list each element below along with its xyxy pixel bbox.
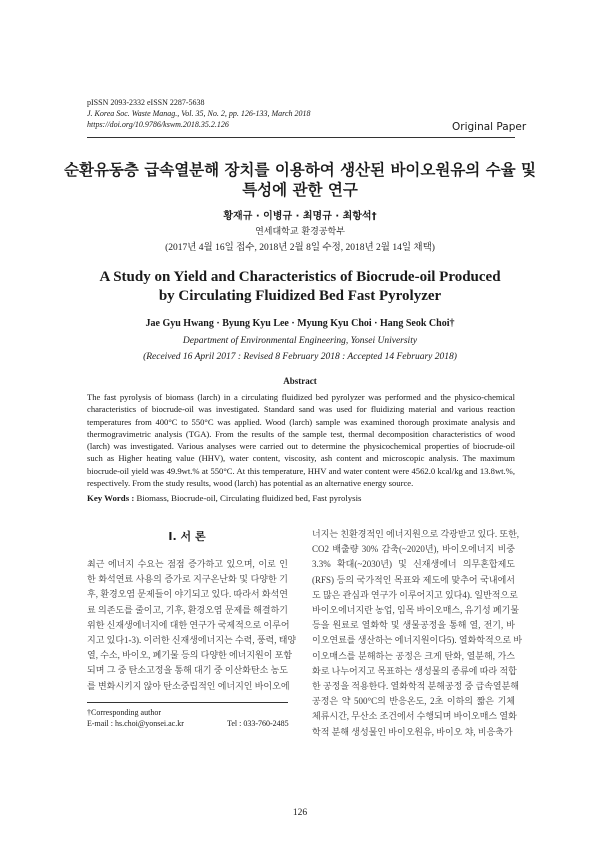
keywords [87,493,361,503]
footnote-divider [87,702,288,703]
english-affiliation: Department of Environmental Engineering, Yonsei University [182,336,418,346]
korean-title-line: 순환유동층 급속열분해 장치를 이용하여 생산된 바이오원유의 수율 및 [64,161,536,179]
abstract-heading: Abstract [283,376,317,386]
body-line: (RFS) 등의 국가적인 목표와 제도에 맞추어 국내에서 [312,574,515,585]
body-line: 한 화석연료 사용의 증가로 지구온난화 및 다양한 기 [87,574,288,585]
abstract-line: biocrude-oil yield was 49.9wt.% at 550°C. At this temperature, HHV and water content were 4562.0 kcal/kg and 13.8wt.%, [87,465,515,476]
body-line: 너지는 친환경적인 에너지원으로 각광받고 있다. 또한, [312,529,520,539]
left-column-text [87,557,297,694]
body-line: 등을 원료로 열화학 및 생물공정을 통해 열, 전기, 바 [312,620,515,631]
english-title-line: by Circulating Fluidized Bed Fast Pyrolyzer [158,288,442,304]
english-authors: Jae Gyu Hwang · Byung Kyu Lee · Myung Kyu Choi · Hang Seok Choi† [145,318,455,329]
body-line: 이오연료를 생산하는 에너지원이다5). 열화학적으로 바 [312,635,523,646]
article-type-label: Original Paper [452,121,527,133]
body-line: 학적 분해 생성물인 바이오원유, 바이오 챠, 비응축가 [312,726,513,737]
english-title [60,268,540,306]
korean-dates: (2017년 4월 16일 접수, 2018년 2월 8일 수정, 2018년 2월 14일 채택) [165,243,435,253]
body-line: 화로 나누어지고 목표하는 생성물의 종류에 따라 적합 [312,665,517,676]
body-line: 체류시간, 무산소 조건에서 수행되며 바이오매스 열화 [312,711,517,722]
body-line: 공정은 약 500°C의 반응온도, 2초 이하의 짧은 기체 [312,696,515,707]
page-number: 126 [292,808,308,818]
right-column-text [312,527,523,740]
journal-citation: J. Korea Soc. Waste Manag., Vol. 35, No. 2, pp. 126-133, March 2018 [87,109,311,118]
abstract-body [87,391,515,489]
abstract-line: temperatures from 400°C to 550°C was applied. Wood (larch) sample was examined thorough proximate analysis and [87,416,515,427]
issn-line: pISSN 2093-2332 eISSN 2287-5638 [87,98,205,107]
body-line: 최근 에너지 수요는 점점 증가하고 있으며, 이로 인 [87,559,288,569]
body-line: 료 의존도를 줄이고, 기후, 환경오염 문제를 해결하기 [87,604,288,615]
body-line: 되며 그 중 탄소고정을 통해 대기 중 이산화탄소 농도 [87,665,288,676]
body-line: 이오매스를 분해하는 공정은 크게 탄화, 열분해, 가스 [312,650,515,661]
section-heading-introduction: I. 서 론 [168,530,206,543]
body-line: 위한 신재생에너지에 대한 연구가 국제적으로 이루어 [87,619,290,630]
body-line: CO2 배출량 30% 감축(~2020년), 바이오에너지 비중 [312,544,515,555]
abstract-line: (larch) was investigated. Various analyses were carried out to determine the physicochemical properties of biocrude-oil [87,441,515,452]
korean-title-line: 특성에 관한 연구 [242,181,358,199]
body-line: 열, 수소, 바이오, 폐기물 등의 다양한 에너지원이 포함 [87,650,293,661]
korean-title [60,160,540,200]
abstract-line: characteristics of biocrude-oil was investigated. Standard sand was used for fluidizing material and various reaction [87,404,515,415]
body-line: 지고 있다1-3). 이러한 신재생에너지는 수력, 풍력, 태양 [87,635,297,646]
footnote [87,707,302,728]
korean-authors: 황재규 · 이병규 · 최명규 · 최항석† [223,211,377,222]
body-line: 바이오에너지란 농업, 임목 바이오매스, 유기성 폐기물 [312,605,520,616]
body-line: 후, 환경오염 문제들이 야기되고 있다. 따라서 화석연 [87,589,288,600]
keywords-text: Biomass, Biocrude-oil, Circulating fluidized bed, Fast pyrolysis [134,493,362,503]
corresponding-author-note: †Corresponding author [87,708,161,717]
header-divider [87,137,515,138]
abstract-line: such as Higher heating value (HHV), water content, viscosity, ash content and microscopic analysis. The maximum [87,453,515,464]
doi-link[interactable]: https://doi.org/10.9786/kswm.2018.35.2.126 [87,120,229,129]
english-dates: (Received 16 April 2017 : Revised 8 February 2018 : Accepted 14 February 2018) [143,352,457,362]
body-line: 3.3% 확대(~2030년) 및 신재생에너 의무혼합제도 [312,559,515,570]
english-title-line: A Study on Yield and Characteristics of Biocrude-oil Produced [99,269,501,285]
author-phone: Tel : 033-760-2485 [227,719,289,728]
body-line: 를 변화시키지 않아 탄소중립적인 에너지인 바이오에 [87,680,290,691]
abstract-line: The fast pyrolysis of biomass (larch) in a circulating fluidized bed pyrolyzer was performed and the physico-chemical [87,392,515,402]
author-email[interactable]: E-mail : hs.choi@yonsei.ac.kr [87,719,184,728]
body-line: 도 많은 관심과 연구가 이루어지고 있다4). 일반적으로 [312,589,518,600]
keywords-label: Key Words : [87,493,135,503]
abstract-line: thermogravimetric analysis (TGA). From the results of the sample test, thermal decomposition characteristics of wood [87,428,515,439]
korean-affiliation: 연세대학교 환경공학부 [255,227,345,237]
body-line: 한 공정을 적용한다. 열화학적 분해공정 중 급속열분해 [312,681,520,692]
abstract-line: respectively. From the study results, wood (larch) has potential as an alternative energy source. [87,478,414,489]
